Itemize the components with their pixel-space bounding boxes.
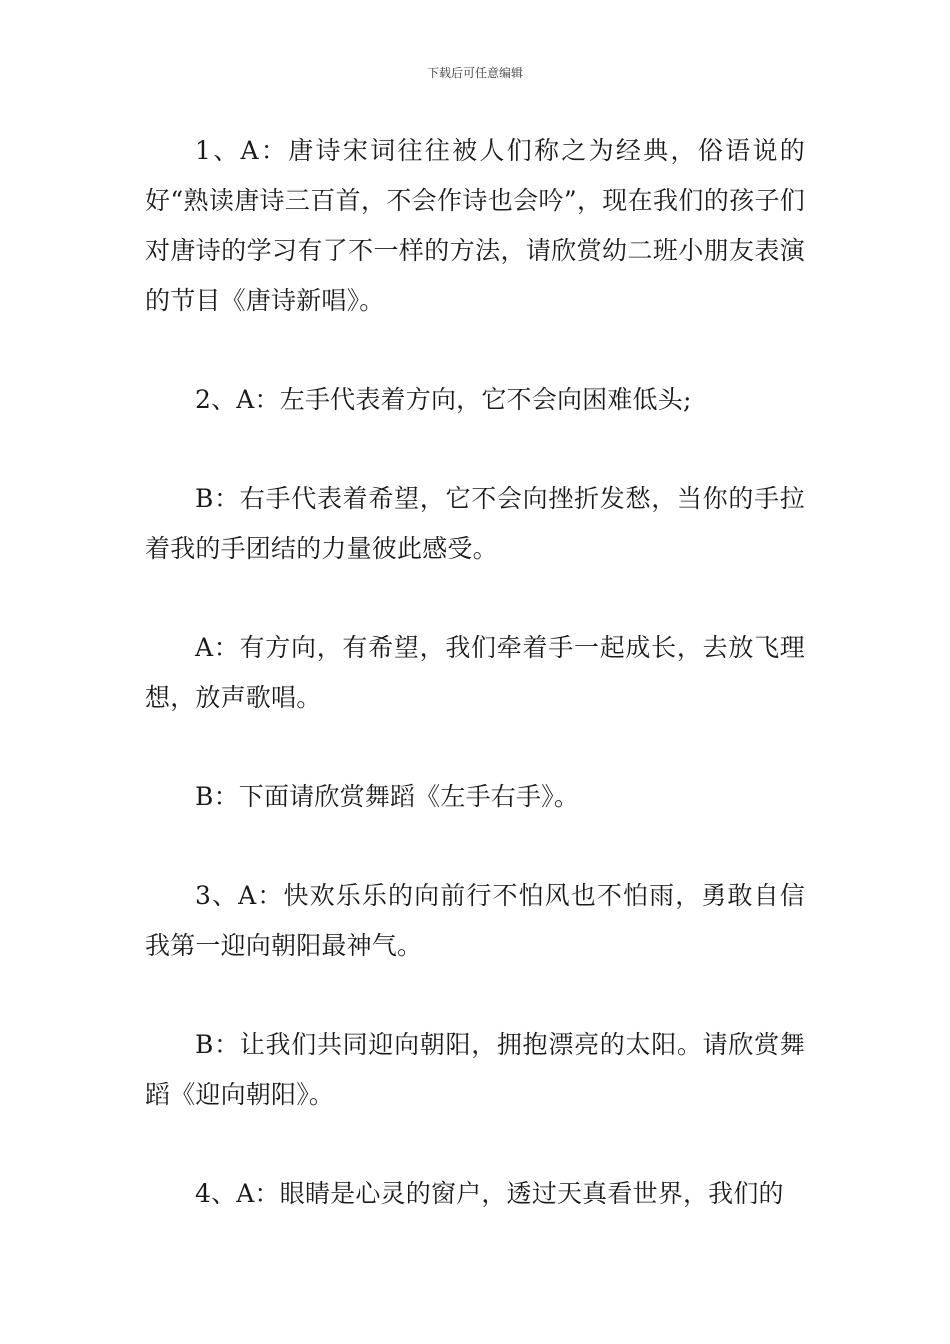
paragraph-2: 2、A：左手代表着方向，它不会向困难低头; [195,385,692,414]
page-header-note: 下载后可任意编辑 [426,66,523,80]
paragraph-1: 1、A：唐诗宋词往往被人们称之为经典，俗语说的好“熟读唐诗三百首，不会作诗也会吟”，现在我们的孩子们对唐诗的学习有了不一样的方法，请欣赏幼二班小朋友表演的节目《唐诗新唱》。 [145,136,805,315]
paragraph-6: 3、A：快欢乐乐的向前行不怕风也不怕雨，勇敢自信我第一迎向朝阳最神气。 [145,881,805,960]
paragraph-8: 4、A：眼睛是心灵的窗户，透过天真看世界，我们的 [195,1179,784,1208]
paragraph-3: B：右手代表着希望，它不会向挫折发愁，当你的手拉着我的手团结的力量彼此感受。 [145,484,805,563]
paragraph-5: B：下面请欣赏舞蹈《左手右手》。 [195,782,580,811]
paragraph-4: A：有方向，有希望，我们牵着手一起成长，去放飞理想，放声歌唱。 [145,633,805,712]
paragraph-7: B：让我们共同迎向朝阳，拥抱漂亮的太阳。请欣赏舞蹈《迎向朝阳》。 [145,1030,805,1109]
document-body [145,126,805,1268]
